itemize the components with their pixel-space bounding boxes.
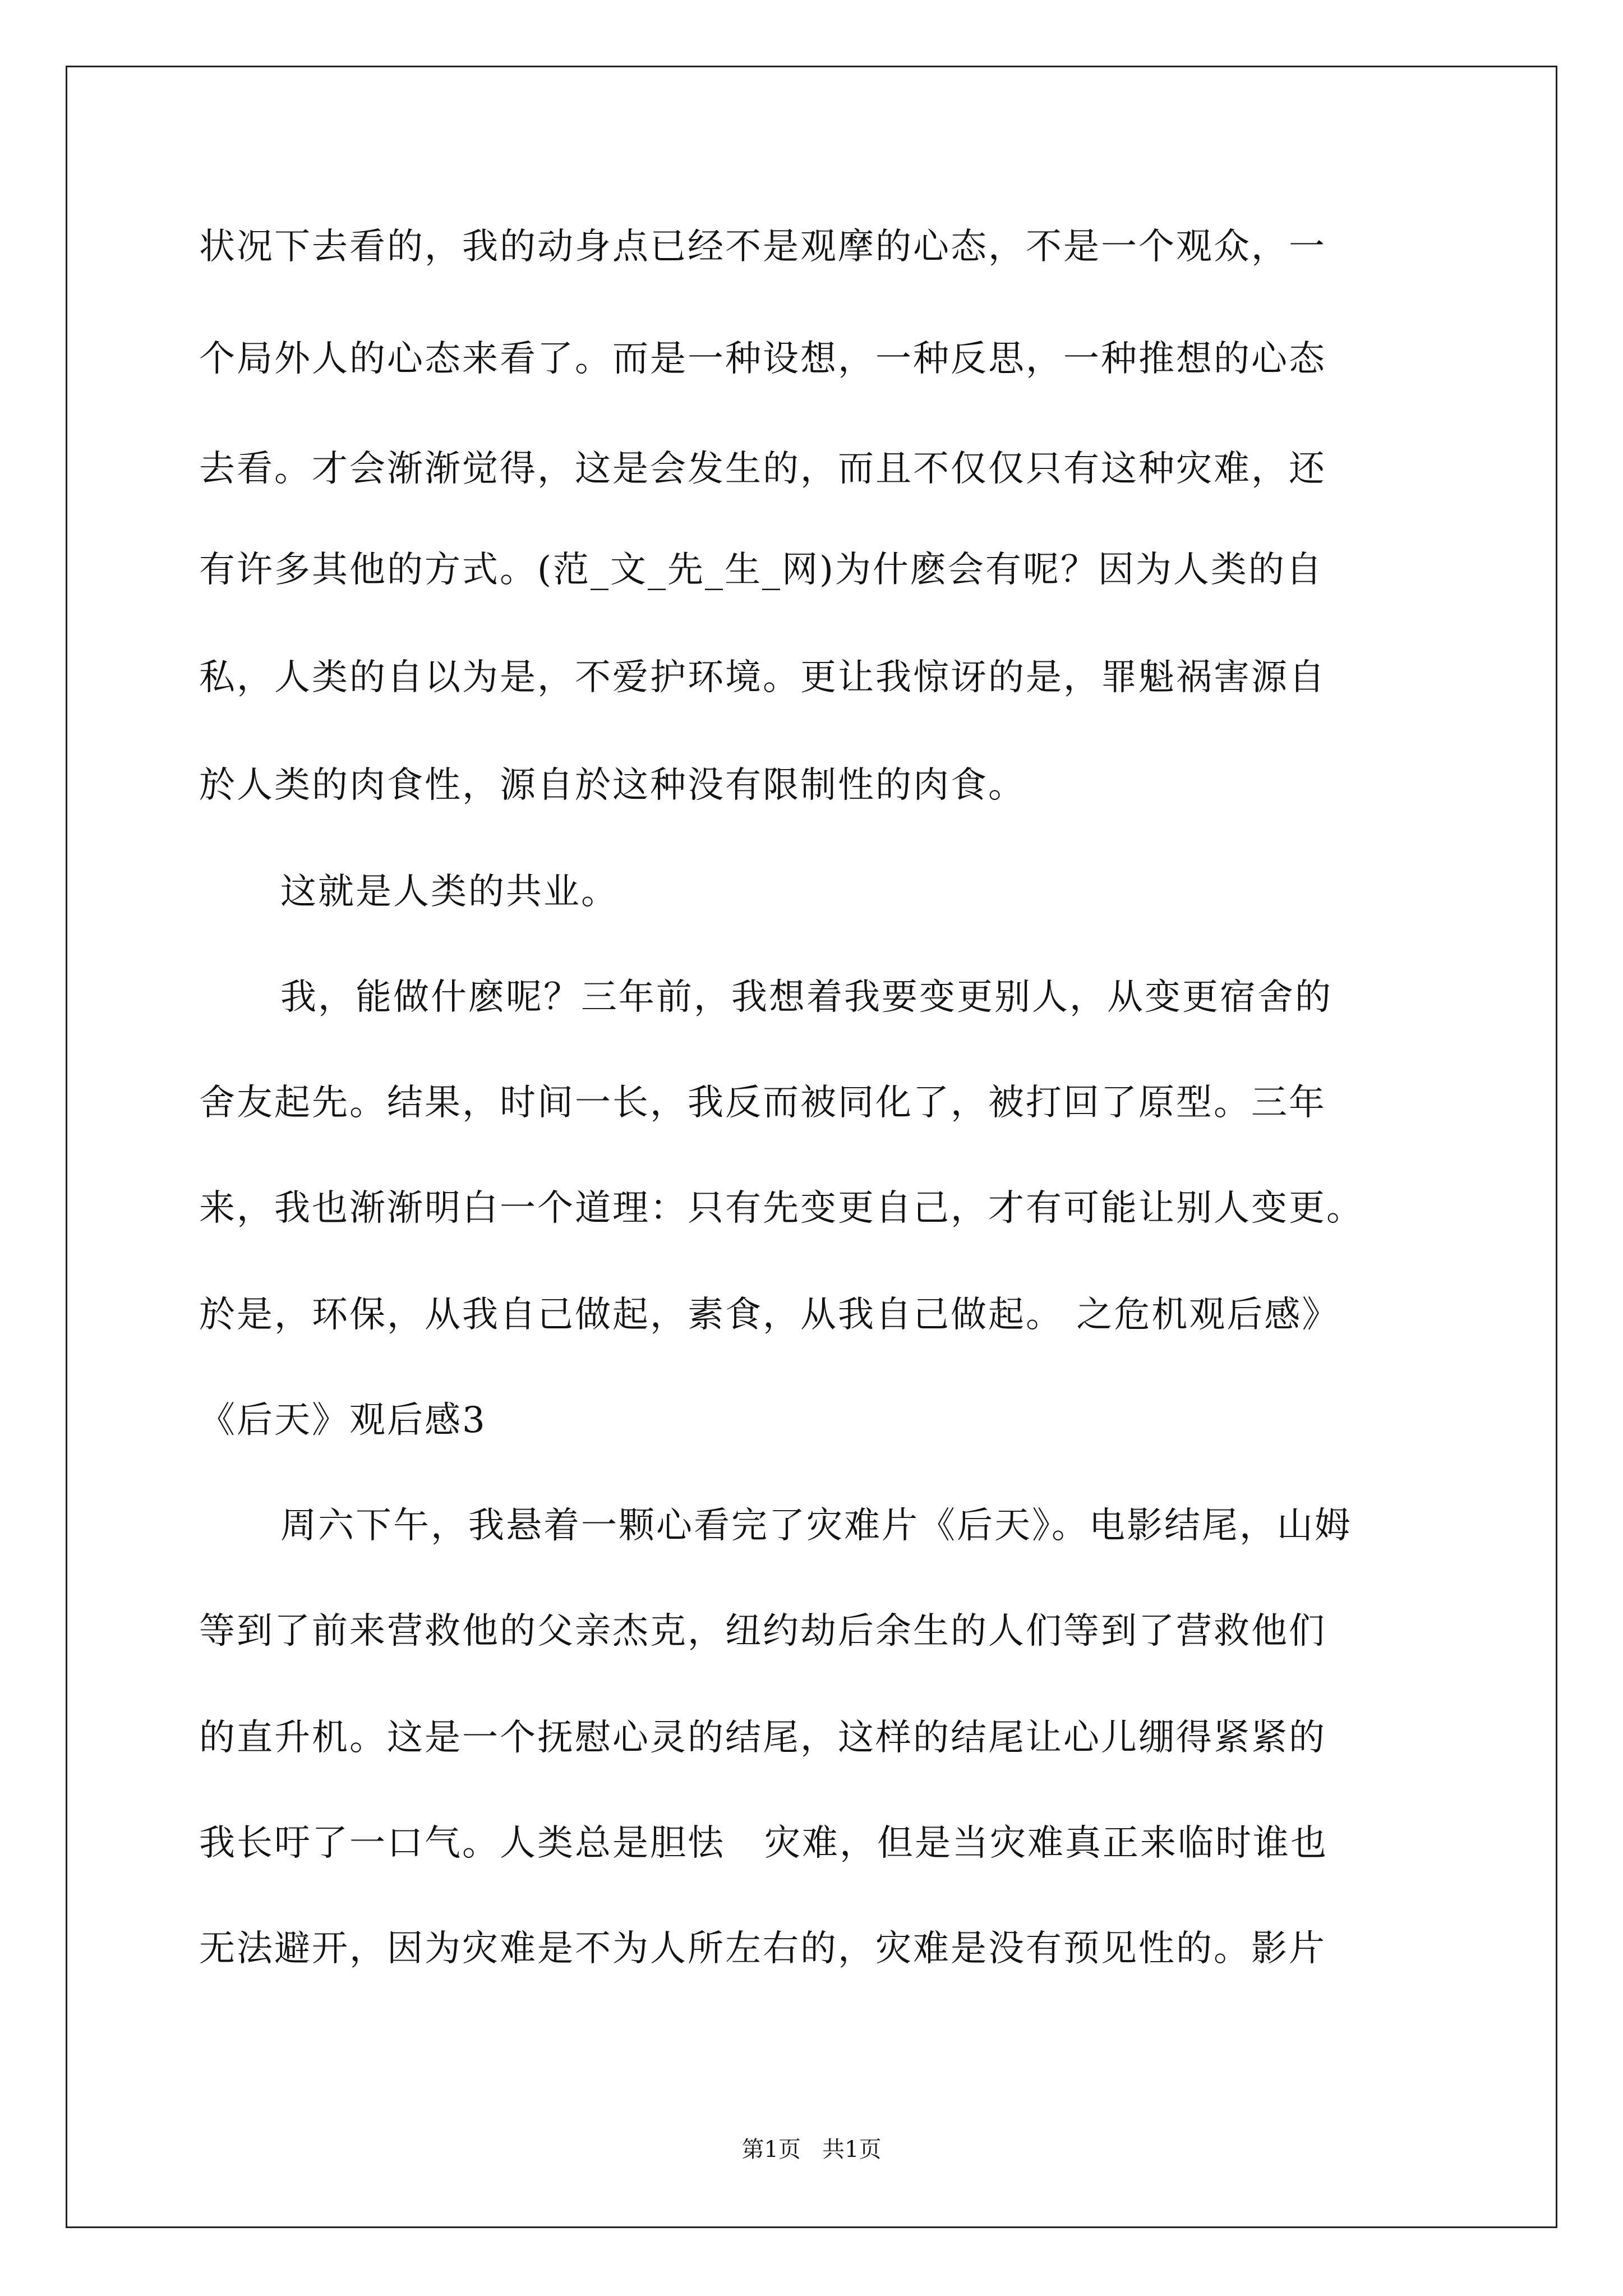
text-line: 状况下去看的，我的动身点已经不是观摩的心态，不是一个观众，一 bbox=[199, 226, 1326, 268]
text-line: 去看。才会渐渐觉得，这是会发生的，而且不仅仅只有这种灾难，还 bbox=[199, 448, 1326, 490]
text-line: 有许多其他的方式。(范_文_先_生_网)为什麽会有呢？因为人类的自 bbox=[199, 549, 1324, 591]
text-line: 等到了前来营救他的父亲杰克，纽约劫后余生的人们等到了营救他们 bbox=[199, 1611, 1326, 1652]
page-number-footer: 第1页 共1页 bbox=[741, 2137, 882, 2162]
text-line: 舍友起先。结果，时间一长，我反而被同化了，被打回了原型。三年 bbox=[199, 1082, 1326, 1124]
text-line: 个局外人的心态来看了。而是一种设想，一种反思，一种推想的心态 bbox=[199, 338, 1326, 380]
text-line: 来，我也渐渐明白一个道理：只有先变更自己，才有可能让别人变更。 bbox=[199, 1188, 1364, 1229]
text-line: 私，人类的自以为是，不爱护环境。更让我惊讶的是，罪魁祸害源自 bbox=[199, 657, 1326, 698]
paragraph-line: 周六下午，我悬着一颗心看完了灾难片《后天》。电影结尾，山姆 bbox=[280, 1505, 1352, 1547]
page-border bbox=[66, 66, 1557, 2228]
text-line: 我长吁了一口气。人类总是胆怯 灾难，但是当灾难真正来临时谁也 bbox=[199, 1823, 1329, 1864]
paragraph-line: 这就是人类的共业。 bbox=[280, 871, 619, 913]
paragraph-line: 我，能做什麽呢？三年前，我想着我要变更别人，从变更宿舍的 bbox=[280, 977, 1332, 1018]
text-line: 的直升机。这是一个抚慰心灵的结尾，这样的结尾让心儿绷得紧紧的 bbox=[199, 1717, 1326, 1759]
text-line: 於是，环保，从我自己做起，素食，从我自己做起。 之危机观后感》 bbox=[199, 1294, 1340, 1336]
text-line: 於人类的肉食性，源自於这种没有限制性的肉食。 bbox=[199, 765, 1026, 806]
section-heading: 《后天》观后感3 bbox=[199, 1400, 487, 1441]
text-line: 无法避开，因为灾难是不为人所左右的，灾难是没有预见性的。影片 bbox=[199, 1928, 1326, 1970]
